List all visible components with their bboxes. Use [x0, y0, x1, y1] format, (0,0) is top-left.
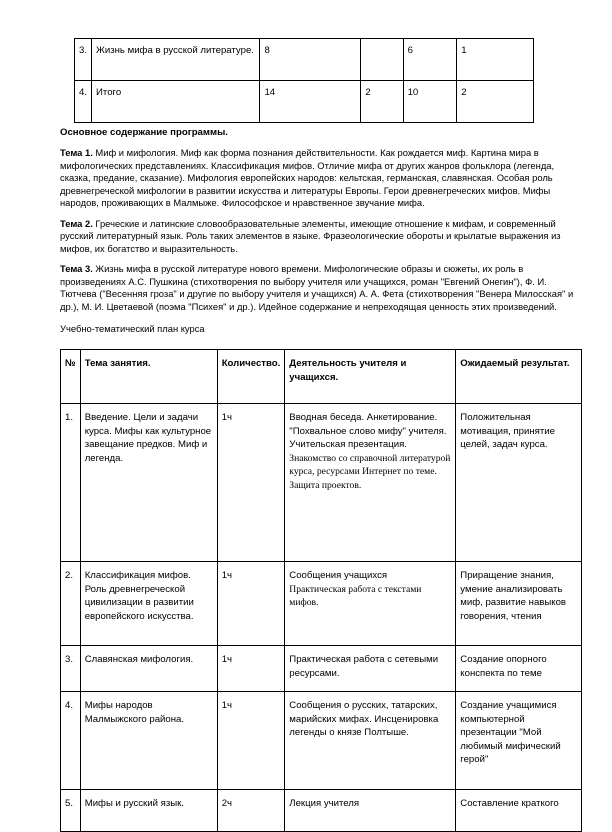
topic-text: Греческие и латинские словообразовательные элементы, имеющие отношение к мифам, и современный русский литературный язык. Роль таких элементов в языке. Фразеологические обороты и крылатые выражения из мифов, их богатство и выразительность. — [60, 217, 561, 254]
plan-row — [61, 692, 582, 790]
plan-cell-text: Практическая работа с сетевыми ресурсами. — [289, 654, 439, 679]
summary-cell: Итого — [92, 81, 260, 123]
plan-cell-num — [61, 790, 81, 832]
topics-list — [60, 147, 580, 313]
plan-cell-text: Классификация мифов. Роль древнегреческой цивилизации в развитии европейского искусства. — [84, 570, 194, 622]
topic-label: Тема 1. — [60, 147, 93, 158]
plan-cell-text-serif: Знакомство со справочной литературой курса, ресурсами Интернет по теме. Защита проектов. — [289, 452, 451, 491]
plan-cell-activity — [285, 790, 456, 832]
plan-cell-text: Славянская мифология. — [84, 654, 194, 665]
plan-row — [61, 404, 582, 562]
plan-cell-text: 4. — [65, 700, 74, 711]
plan-cell-text: Положительная мотивация, принятие целей, задач курса. — [460, 412, 555, 450]
topic-label: Тема 3. — [60, 263, 93, 274]
plan-cell-text: 1ч — [221, 700, 233, 711]
plan-cell-text: Сообщения учащихся — [289, 570, 388, 581]
plan-header-cell: Тема занятия. — [80, 350, 217, 404]
topic-text: Миф и мифология. Миф как форма познания действительности. Как рождается миф. Картина мира в мифологических представлениях. Классификация мифов. Отличие мифа от других жанров фольклора (легенда, сказка, предание, сказание). Мифология европейских народов: кельтская, германская, славянская. Особая роль древнегреческой мифологии в развитии искусства и литературы Европы. Герои древнегреческих мифов. Мифы народов, проживающих в Малмыже. Философское и нравственное звучание мифа. — [60, 147, 555, 208]
plan-cell-num — [61, 562, 81, 646]
plan-cell-text: 1ч — [221, 412, 233, 423]
plan-header-cell: Ожидаемый результат. — [456, 350, 582, 404]
summary-cell: 14 — [260, 81, 361, 123]
plan-cell-num — [61, 404, 81, 562]
topic-paragraph — [60, 147, 580, 210]
plan-cell-text: 2. — [65, 570, 74, 581]
summary-cell — [361, 39, 403, 81]
summary-cell: 6 — [403, 39, 457, 81]
plan-cell-topic — [80, 790, 217, 832]
plan-cell-text: 1. — [65, 412, 74, 423]
plan-header-cell: Деятельность учителя и учащихся. — [285, 350, 456, 404]
summary-row — [75, 81, 534, 123]
plan-cell-text: 1ч — [221, 654, 233, 665]
plan-cell-text: Мифы народов Малмыжского района. — [84, 700, 185, 725]
plan-table — [60, 349, 582, 832]
plan-header-row — [61, 350, 582, 404]
plan-cell-text-serif: Практическая работа с текстами мифов. — [289, 583, 422, 608]
plan-caption: Учебно-тематический план курса — [60, 323, 205, 334]
plan-cell-hours — [217, 692, 285, 790]
summary-cell: 1 — [457, 39, 534, 81]
plan-cell-text: 5. — [65, 798, 74, 809]
plan-cell-hours — [217, 404, 285, 562]
summary-cell: 8 — [260, 39, 361, 81]
summary-cell: 3. — [75, 39, 92, 81]
plan-cell-result — [456, 404, 582, 562]
summary-cell: 2 — [457, 81, 534, 123]
summary-cell: 2 — [361, 81, 403, 123]
topic-paragraph — [60, 218, 580, 256]
plan-header-cell: Количество. — [217, 350, 285, 404]
topic-paragraph — [60, 263, 580, 313]
plan-cell-result — [456, 790, 582, 832]
plan-cell-topic — [80, 404, 217, 562]
plan-cell-topic — [80, 692, 217, 790]
plan-row — [61, 790, 582, 832]
section-heading: Основное содержание программы. — [60, 127, 228, 138]
plan-cell-text: Мифы и русский язык. — [84, 798, 184, 809]
plan-row — [61, 562, 582, 646]
plan-cell-num — [61, 646, 81, 692]
plan-cell-topic — [80, 562, 217, 646]
plan-cell-text: Вводная беседа. Анкетирование. "Похвальное слово мифу" учителя. Учительская презентация. — [289, 412, 447, 450]
plan-cell-text: Составление краткого — [460, 798, 559, 809]
document-page — [60, 38, 580, 832]
plan-cell-result — [456, 646, 582, 692]
plan-cell-activity — [285, 692, 456, 790]
plan-cell-result — [456, 562, 582, 646]
plan-cell-topic — [80, 646, 217, 692]
plan-cell-text: Сообщения о русских, татарских, марийских мифах. Инсценировка легенды о князе Полтыше. — [289, 700, 439, 738]
summary-cell: 10 — [403, 81, 457, 123]
topic-text: Жизнь мифа в русской литературе нового времени. Мифологические образы и сюжеты, их роль в произведениях А.С. Пушкина (стихотворения по выбору учителя или учащихся, роман "Евгений Онегин"), Ф. И. Тютчева ("Весенняя гроза" и другие по выбору учителя и учащихся) А. А. Фета (стихотворения "Венера Милосская" и др.), М. И. Цветаевой (поэма "Психея" и др.). Идейное содержание и непреходящая ценность этих произведений. — [60, 263, 574, 312]
plan-cell-text: 1ч — [221, 570, 233, 581]
plan-cell-hours — [217, 562, 285, 646]
plan-cell-text: Введение. Цели и задачи курса. Мифы как культурное завещание предков. Миф и легенда. — [84, 412, 212, 464]
plan-cell-text: Создание опорного конспекта по теме — [460, 654, 547, 679]
topic-label: Тема 2. — [60, 217, 93, 229]
plan-cell-num — [61, 692, 81, 790]
plan-cell-text: Приращение знания, умение анализировать миф, развитие навыков говорения, чтения — [460, 570, 567, 622]
summary-cell: Жизнь мифа в русской литературе. — [92, 39, 260, 81]
plan-cell-activity — [285, 562, 456, 646]
plan-cell-text: 2ч — [221, 798, 233, 809]
plan-header-cell: № — [61, 350, 81, 404]
plan-row — [61, 646, 582, 692]
plan-cell-activity — [285, 646, 456, 692]
summary-table — [74, 38, 534, 123]
plan-cell-hours — [217, 790, 285, 832]
plan-cell-text: Лекция учителя — [289, 798, 360, 809]
summary-cell: 4. — [75, 81, 92, 123]
plan-cell-activity — [285, 404, 456, 562]
plan-cell-result — [456, 692, 582, 790]
plan-cell-hours — [217, 646, 285, 692]
plan-cell-text: 3. — [65, 654, 74, 665]
summary-row — [75, 39, 534, 81]
plan-cell-text: Создание учащимися компьютерной презентации "Мой любимый мифический герой" — [460, 700, 561, 765]
